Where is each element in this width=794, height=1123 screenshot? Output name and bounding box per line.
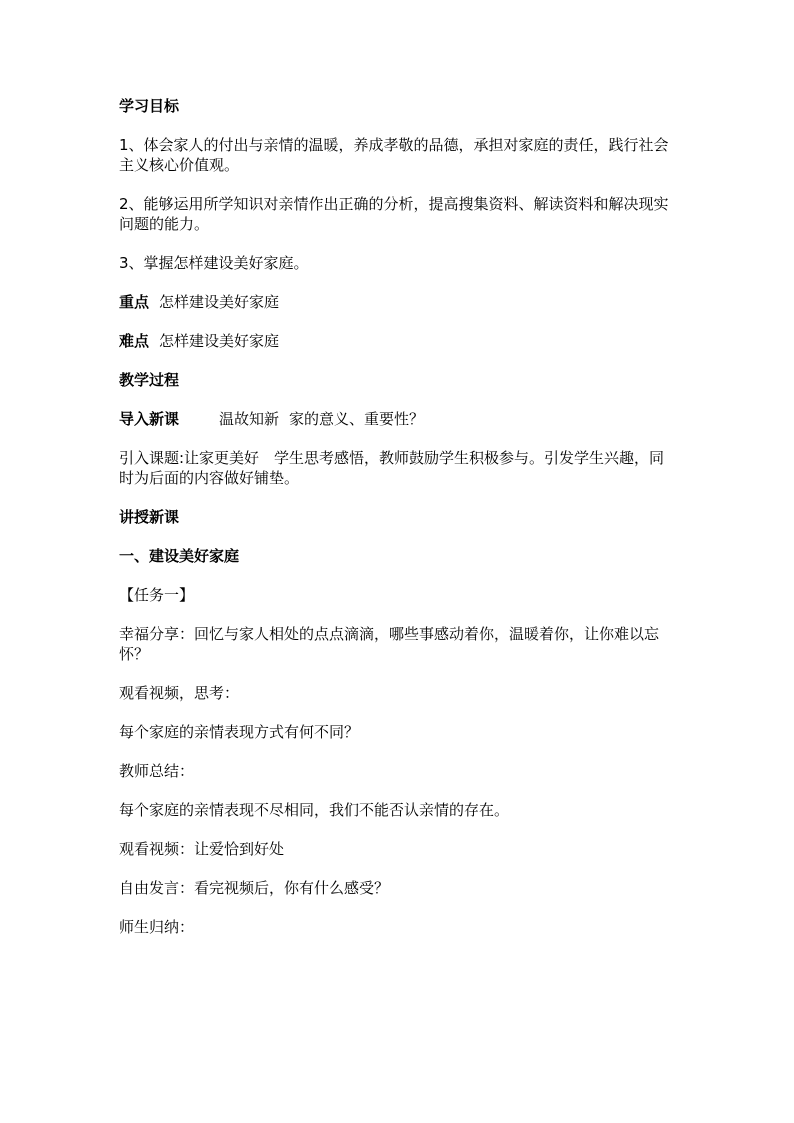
objective-1: 1、体会家人的付出与亲情的温暖，养成孝敬的品德，承担对家庭的责任，践行社会主义核心价值观。 xyxy=(119,136,669,174)
conclusion-label: 师生归纳： xyxy=(119,918,195,936)
happiness-share: 幸福分享：回忆与家人相处的点点滴滴，哪些事感动着你，温暖着你，让你难以忘怀？ xyxy=(119,625,660,663)
objective-3: 3、掌握怎样建设美好家庭。 xyxy=(119,254,309,272)
difficulty xyxy=(119,331,679,351)
question-1: 每个家庭的亲情表现方式有何不同？ xyxy=(119,723,360,741)
lecture-heading: 讲授新课 xyxy=(119,508,180,526)
objectives-heading: 学习目标 xyxy=(119,97,180,115)
key-point xyxy=(119,292,679,312)
difficulty-text: 怎样建设美好家庭 xyxy=(159,332,280,350)
intro-paragraph: 引入课题:让家更美好 学生思考感悟，教师鼓励学生积极参与。引发学生兴趣，同时为后面的内容做好铺垫。 xyxy=(119,449,665,487)
watch-video-2: 观看视频：让爱恰到好处 xyxy=(119,840,285,858)
key-point-label: 重点 xyxy=(119,293,150,311)
document-body xyxy=(119,96,679,956)
key-point-text: 怎样建设美好家庭 xyxy=(159,293,280,311)
difficulty-label: 难点 xyxy=(119,332,150,350)
watch-video-think: 观看视频，思考： xyxy=(119,684,240,702)
process-heading: 教学过程 xyxy=(119,371,180,389)
intro-part-2: 家的意义、重要性？ xyxy=(289,410,425,428)
free-speech: 自由发言：看完视频后，你有什么感受？ xyxy=(119,879,390,897)
intro-label: 导入新课 xyxy=(119,410,180,428)
teacher-summary-label: 教师总结： xyxy=(119,762,195,780)
intro-line xyxy=(119,409,679,429)
objective-2: 2、能够运用所学知识对亲情作出正确的分析，提高搜集资料、解读资料和解决现实问题的能力。 xyxy=(119,195,669,233)
teacher-summary-text: 每个家庭的亲情表现不尽相同，我们不能否认亲情的存在。 xyxy=(119,801,510,819)
task-1: 【任务一】 xyxy=(119,586,195,604)
intro-part-1: 温故知新 xyxy=(219,410,280,428)
section-1-heading: 一、建设美好家庭 xyxy=(119,547,240,565)
